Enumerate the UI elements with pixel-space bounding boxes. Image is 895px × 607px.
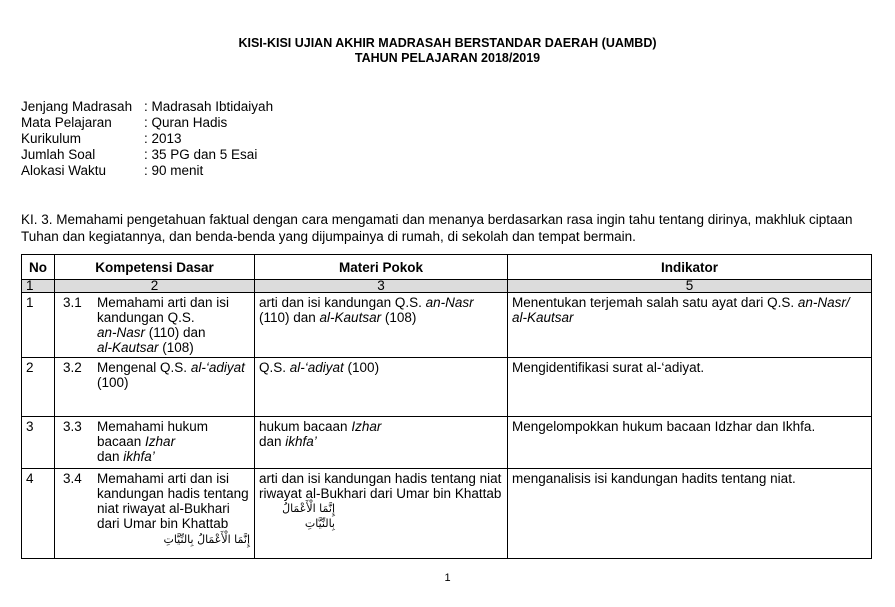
- cell-kd: [55, 417, 255, 469]
- materi-text: hukum bacaan: [259, 419, 352, 434]
- meta-block: [21, 99, 273, 179]
- meta-label: Jenjang Madrasah: [21, 99, 133, 114]
- meta-row-jenjang: [21, 99, 273, 115]
- cell-no: 3: [22, 417, 55, 469]
- table-row: [22, 358, 872, 417]
- meta-value: : 35 PG dan 5 Esai: [144, 147, 258, 162]
- kd-text-part: dan: [97, 449, 124, 464]
- meta-value: : 90 menit: [144, 163, 204, 178]
- cell-materi: [255, 417, 508, 469]
- kd-text-part: Memahami hukum bacaan: [97, 419, 209, 449]
- indikator-italic: an-Nasr/ al-Kautsar: [512, 295, 850, 325]
- page-number: 1: [444, 572, 451, 584]
- kd-text-part: (100): [97, 375, 129, 390]
- kd-text-italic: Izhar: [145, 434, 176, 449]
- meta-label: Alokasi Waktu: [21, 163, 107, 178]
- meta-row-kurikulum: [21, 131, 273, 147]
- kd-text: Memahami arti dan isi kandungan hadis tentang niat riwayat al-Bukhari dari Umar bin Khattab: [97, 471, 249, 531]
- materi-italic: an-Nasr: [425, 295, 474, 310]
- materi-italic: al-Kautsar: [319, 310, 382, 325]
- meta-row-jumlah-soal: [21, 147, 273, 163]
- kd-text-part: Mengenal Q.S.: [97, 360, 191, 375]
- header-kompetensi-dasar: Kompetensi Dasar: [55, 255, 255, 280]
- meta-value: : Madrasah Ibtidaiyah: [144, 99, 274, 114]
- kd-text: [97, 419, 250, 464]
- meta-value: : 2013: [144, 131, 182, 146]
- document-title: KISI-KISI UJIAN AKHIR MADRASAH BERSTANDAR DAERAH (UAMBD): [238, 36, 657, 50]
- column-number-row: [22, 280, 872, 293]
- cell-indikator: menganalisis isi kandungan hadits tentang niat.: [508, 469, 872, 559]
- kd-number: 3.4: [63, 471, 82, 486]
- cell-no: 4: [22, 469, 55, 559]
- cell-indikator: [508, 293, 872, 358]
- kd-number: 3.2: [63, 360, 82, 375]
- col-num-5: 5: [508, 280, 872, 293]
- kd-text-italic: al-Kautsar: [97, 340, 159, 355]
- kisi-kisi-table: [21, 254, 872, 559]
- meta-row-alokasi: [21, 163, 273, 179]
- meta-value: : Quran Hadis: [144, 115, 228, 130]
- kd-text-part: Memahami arti dan isi kandungan Q.S.: [97, 295, 230, 325]
- col-num-1: 1: [22, 280, 55, 293]
- col-num-3: 3: [255, 280, 508, 293]
- header-indikator: Indikator: [508, 255, 872, 280]
- ki-paragraph: KI. 3. Memahami pengetahuan faktual dengan cara mengamati dan menanya berdasarkan rasa ingin tahu tentang dirinya, makhluk ciptaan Tuhan dan kegiatannya, dan benda-benda yang dijumpainya di rumah, di sekolah dan tempat bermain.: [21, 212, 853, 244]
- arabic-hadith: إِنَّمَا الْأَعْمَالُ بِالنِّيَّاتِ: [282, 502, 335, 530]
- table-header-row: [22, 255, 872, 280]
- meta-label: Kurikulum: [21, 131, 82, 146]
- materi-text: (108): [381, 310, 417, 325]
- cell-kd: [55, 358, 255, 417]
- materi-italic: al-‘adiyat: [289, 360, 344, 375]
- cell-materi: [255, 469, 508, 559]
- cell-indikator: Mengelompokkan hukum bacaan Idzhar dan Ikhfa.: [508, 417, 872, 469]
- cell-kd: [55, 293, 255, 358]
- header-no: No: [22, 255, 55, 280]
- cell-kd: [55, 469, 255, 559]
- cell-indikator: Mengidentifikasi surat al-‘adiyat.: [508, 358, 872, 417]
- cell-materi: [255, 293, 508, 358]
- kd-number: 3.1: [63, 295, 82, 310]
- materi-text: arti dan isi kandungan Q.S.: [259, 295, 426, 310]
- kd-text-italic: ikhfa’: [123, 449, 155, 464]
- table-row: [22, 469, 872, 559]
- col-num-2: 2: [55, 280, 255, 293]
- cell-no: 2: [22, 358, 55, 417]
- materi-text: arti dan isi kandungan hadis tentang niat riwayat al-Bukhari dari Umar bin Khattab: [259, 471, 502, 501]
- materi-italic: ikhfa’: [285, 434, 317, 449]
- materi-text: dan: [259, 434, 286, 449]
- kd-text: [97, 295, 250, 355]
- kd-text-italic: an-Nasr: [97, 325, 146, 340]
- kd-text-italic: al-‘adiyat: [190, 360, 245, 375]
- kd-text: [97, 360, 250, 390]
- materi-italic: Izhar: [351, 419, 382, 434]
- cell-materi: [255, 358, 508, 417]
- meta-row-mapel: [21, 115, 273, 131]
- table-row: [22, 293, 872, 358]
- materi-text: Q.S.: [259, 360, 290, 375]
- meta-label: Jumlah Soal: [21, 147, 96, 162]
- table-row: [22, 417, 872, 469]
- header-materi-pokok: Materi Pokok: [255, 255, 508, 280]
- kd-text-part: (108): [158, 340, 194, 355]
- arabic-hadith: إِنَّمَا الْأَعْمَالُ بِالنِّيَّاتِ: [163, 533, 250, 546]
- meta-label: Mata Pelajaran: [21, 115, 112, 130]
- materi-text: (100): [343, 360, 380, 375]
- materi-text: (110) dan: [259, 310, 320, 325]
- kd-number: 3.3: [63, 419, 82, 434]
- kd-text-part: (110) dan: [145, 325, 206, 340]
- indikator-text: Menentukan terjemah salah satu ayat dari Q.S.: [512, 295, 798, 310]
- cell-no: 1: [22, 293, 55, 358]
- document-subtitle: TAHUN PELAJARAN 2018/2019: [354, 51, 541, 65]
